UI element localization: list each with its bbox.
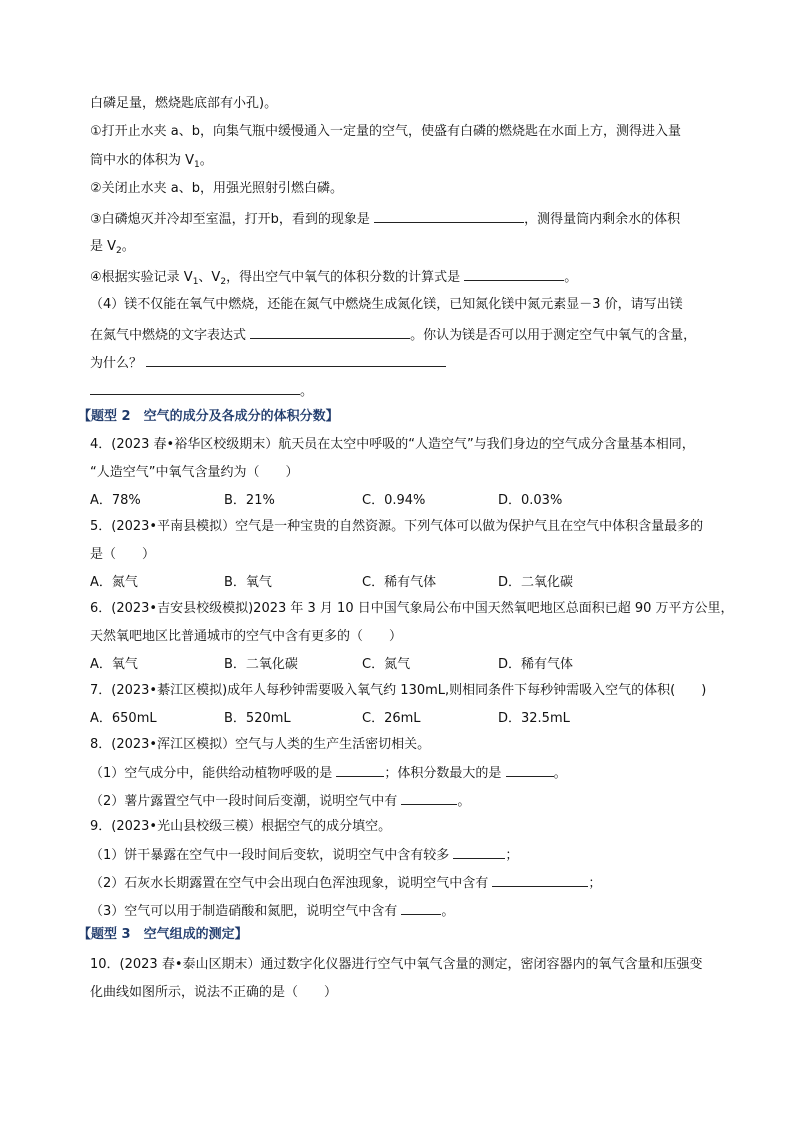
part-text: （2）石灰水长期露置在空气中会出现白色浑浊现象，说明空气中含有 bbox=[90, 876, 489, 891]
step-1-line-2 bbox=[90, 152, 213, 174]
step-2-line: ②关闭止水夹 a、b，用强光照射引燃白磷。 bbox=[90, 181, 344, 196]
question-4-text: 在氮气中燃烧的文字表达式 bbox=[90, 328, 247, 343]
question-4-line-2 bbox=[90, 326, 696, 345]
step-4-text-c: ，得出空气中氧气的体积分数的计算式是 bbox=[226, 270, 461, 285]
question-8-part-1 bbox=[90, 764, 567, 783]
option-a[interactable]: A．氮气 bbox=[90, 575, 138, 590]
option-d[interactable]: D．二氧化碳 bbox=[498, 575, 574, 590]
part-text: （2）薯片露置空气中一段时间后变潮，说明空气中有 bbox=[90, 794, 398, 809]
section-heading-2: 【题型 2 空气的成分及各成分的体积分数】 bbox=[78, 409, 339, 424]
answer-blank[interactable] bbox=[250, 326, 410, 339]
section-heading-3: 【题型 3 空气组成的测定】 bbox=[78, 927, 248, 942]
option-b[interactable]: B．氧气 bbox=[224, 575, 272, 590]
question-4-line-4 bbox=[90, 382, 313, 401]
subscript: 1 bbox=[194, 160, 200, 170]
answer-blank[interactable] bbox=[492, 874, 588, 887]
step-3-text-b: ，测得量筒内剩余水的体积 bbox=[524, 212, 681, 227]
step-3-text: ③白磷熄灭并冷却至室温，打开b，看到的现象是 bbox=[90, 212, 370, 227]
text-line: 白磷足量，燃烧匙底部有小孔)。 bbox=[90, 96, 278, 111]
step-4-line bbox=[90, 268, 577, 291]
step-1-line: ①打开止水夹 a、b，向集气瓶中缓慢通入一定量的空气，使盛有白磷的燃烧匙在水面上方，测得进入量 bbox=[90, 124, 682, 139]
option-d[interactable]: D．0.03% bbox=[498, 493, 563, 508]
option-b[interactable]: B．520mL bbox=[224, 711, 291, 726]
option-c[interactable]: C．稀有气体 bbox=[362, 575, 437, 590]
question-9-part-2 bbox=[90, 874, 601, 893]
answer-blank[interactable] bbox=[401, 792, 457, 805]
answer-blank[interactable] bbox=[506, 764, 554, 777]
punctuation: ； bbox=[588, 876, 602, 891]
question-4-line-1: （4）镁不仅能在氧气中燃烧，还能在氮气中燃烧生成氮化镁，已知氮化镁中氮元素显－3 价，请写出镁 bbox=[90, 297, 683, 312]
option-c[interactable]: C．0.94% bbox=[362, 493, 426, 508]
option-b[interactable]: B．21% bbox=[224, 493, 275, 508]
option-a[interactable]: A．氧气 bbox=[90, 657, 138, 672]
question-4-text-c: 为什么？ bbox=[90, 356, 143, 371]
step-3-line bbox=[90, 210, 680, 229]
question-10-stem-2: 化曲线如图所示，说法不正确的是（ ） bbox=[90, 985, 338, 1000]
punctuation: 。 bbox=[300, 384, 314, 399]
option-c[interactable]: C．氮气 bbox=[362, 657, 411, 672]
answer-blank[interactable] bbox=[336, 764, 384, 777]
question-7-stem: 7．(2023•綦江区模拟)成年人每秒钟需要吸入氧气约 130mL,则相同条件下每秒钟需吸入空气的体积( ) bbox=[90, 683, 707, 698]
subscript: 2 bbox=[220, 277, 227, 287]
punctuation: 。 bbox=[457, 794, 471, 809]
option-d[interactable]: D．稀有气体 bbox=[498, 657, 574, 672]
answer-blank[interactable] bbox=[146, 354, 446, 367]
punctuation: 。 bbox=[121, 239, 135, 254]
question-6-stem: 6．(2023•吉安县校级模拟)2023 年 3 月 10 日中国气象局公布中国天然氧吧地区总面积已超 90 万平方公里， bbox=[90, 601, 734, 616]
step-3-line-2 bbox=[90, 238, 135, 260]
question-9-part-3 bbox=[90, 902, 454, 921]
question-10-stem: 10．(2023 春•泰山区期末）通过数字化仪器进行空气中氧气含量的测定，密闭容器内的氧气含量和压强变 bbox=[90, 957, 703, 972]
question-6-stem-2: 天然氧吧地区比普通城市的空气中含有更多的（ ） bbox=[90, 629, 403, 644]
answer-blank[interactable] bbox=[401, 902, 441, 915]
subscript: 1 bbox=[192, 277, 199, 287]
question-5-stem-2: 是（ ） bbox=[90, 547, 156, 562]
part-text-b: ；体积分数最大的是 bbox=[384, 766, 502, 781]
punctuation: ； bbox=[505, 848, 519, 863]
step-4-text-b: 、V bbox=[198, 270, 221, 285]
option-c[interactable]: C．26mL bbox=[362, 711, 421, 726]
answer-blank[interactable] bbox=[90, 382, 300, 395]
step-3-text-c: 是 V bbox=[90, 239, 117, 254]
punctuation: 。 bbox=[564, 270, 578, 285]
part-text: （3）空气可以用于制造硝酸和氮肥，说明空气中含有 bbox=[90, 904, 398, 919]
step-4-text: ④根据实验记录 V bbox=[90, 270, 193, 285]
answer-blank[interactable] bbox=[374, 210, 524, 223]
option-a[interactable]: A．78% bbox=[90, 493, 141, 508]
part-text: （1）饼干暴露在空气中一段时间后变软，说明空气中含有较多 bbox=[90, 848, 450, 863]
question-9-stem: 9．(2023•光山县校级三模）根据空气的成分填空。 bbox=[90, 819, 392, 834]
question-4-line-3 bbox=[90, 354, 446, 373]
punctuation: 。 bbox=[553, 766, 567, 781]
step-1-text: 筒中水的体积为 V bbox=[90, 153, 195, 168]
question-5-stem: 5．(2023•平南县模拟）空气是一种宝贵的自然资源。下列气体可以做为保护气且在空气中体积含量最多的 bbox=[90, 519, 704, 534]
option-a[interactable]: A．650mL bbox=[90, 711, 157, 726]
subscript: 2 bbox=[116, 246, 122, 256]
question-4-stem: 4．(2023 春•裕华区校级期末）航天员在太空中呼吸的“人造空气”与我们身边的空气成分含量基本相同， bbox=[90, 437, 695, 452]
part-text: （1）空气成分中，能供给动植物呼吸的是 bbox=[90, 766, 333, 781]
question-9-part-1 bbox=[90, 846, 518, 865]
answer-blank[interactable] bbox=[464, 268, 564, 281]
option-d[interactable]: D．32.5mL bbox=[498, 711, 570, 726]
punctuation: 。 bbox=[441, 904, 455, 919]
option-b[interactable]: B．二氧化碳 bbox=[224, 657, 298, 672]
punctuation: 。 bbox=[199, 153, 213, 168]
question-4-text-b: 。你认为镁是否可以用于测定空气中氧气的含量， bbox=[410, 328, 697, 343]
answer-blank[interactable] bbox=[453, 846, 505, 859]
question-8-stem: 8．(2023•浑江区模拟）空气与人类的生产生活密切相关。 bbox=[90, 737, 431, 752]
question-8-part-2 bbox=[90, 792, 470, 811]
question-4-stem-2: “人造空气”中氧气含量约为（ ） bbox=[90, 465, 299, 480]
